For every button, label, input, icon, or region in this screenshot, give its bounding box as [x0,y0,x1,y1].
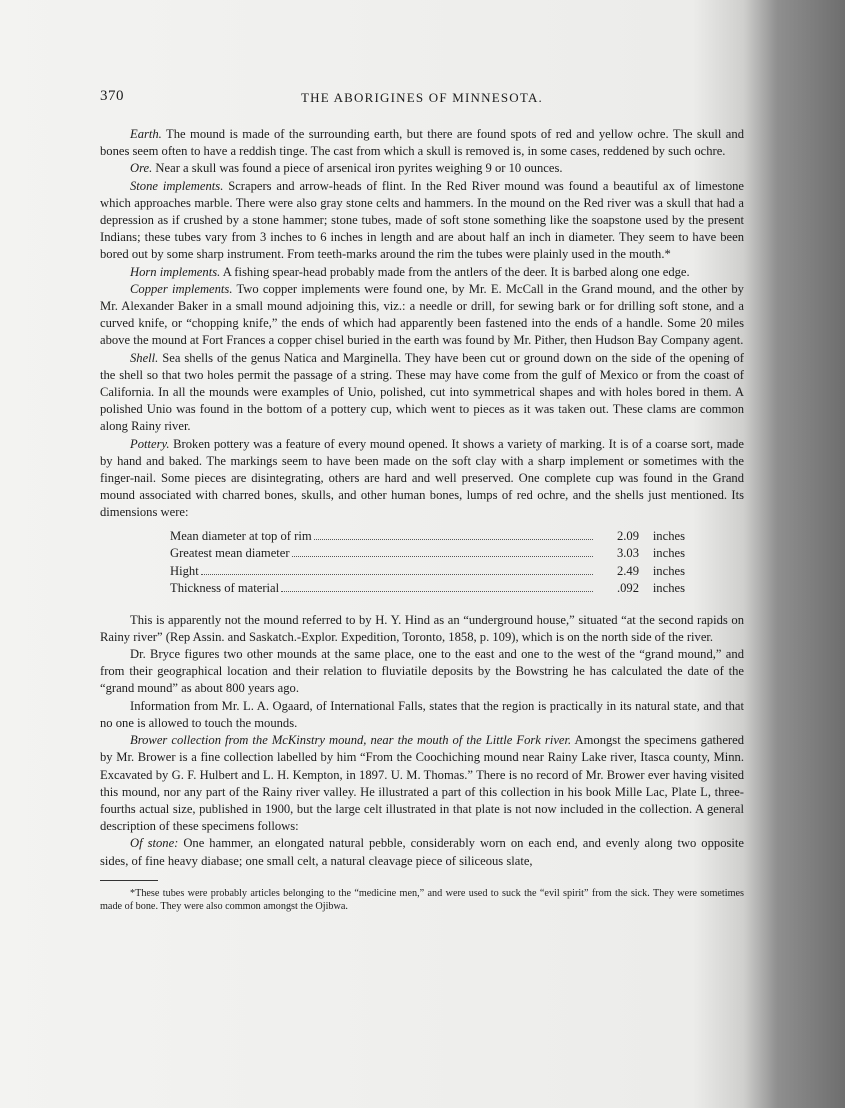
paragraph-text: Scrapers and arrow-heads of flint. In the Red River mound was found a beautiful ax of limestone which approaches marble. There were also gray stone celts and hammers. In the mound on the Red river was a skull that had a depression as if crushed by a stone hammer; stone tubes, made of soft stone something like the soapstone used by the present Indians; these tubes vary from 3 inches to 6 inches in length and are about half an inch in diameter. They seem to have been bored out by some sharp instrument. From teeth-marks around the rim the tubes were plainly used in the mouth.* [100,178,744,262]
measurement-row [170,563,685,581]
measurement-row [170,580,685,598]
body-text [100,126,744,870]
paragraph [100,436,744,522]
measurement-label: Mean diameter at top of rim [170,528,312,543]
page-header [100,88,744,114]
measurement-value: .092 [616,581,639,596]
paragraph-text: Near a skull was found a piece of arsenical iron pyrites weighing 9 or 10 ounces. [152,161,563,176]
measurement-label: Thickness of material [170,581,280,596]
paragraph [100,126,744,160]
page-number: 370 [100,88,124,104]
paragraph [100,612,744,646]
paragraph-text: This is apparently not the mound referred to by H. Y. Hind as an “underground house,” situated “at the second rapids on Rainy river” (Rep Assin. and Saskatch.-Explor. Expedition, Toronto, 1858, p. 109), which is on the north side of the river. [100,612,744,644]
paragraph [100,178,744,264]
leader-dots [281,591,593,592]
paragraph [100,646,744,698]
footnote-rule [100,880,158,881]
paragraph-lead: Ore. [130,161,153,176]
measurement-unit: inches [652,546,685,561]
measurement-value: 3.03 [616,546,639,561]
paragraphs-before [100,126,744,522]
paragraph-text: The mound is made of the surrounding earth, but there are found spots of red and yellow ochre. The skull and bones seem often to have a reddish tinge. The cast from which a skull is removed is, in some cases, reddened by such ochre. [100,127,744,159]
paragraph [100,264,744,281]
paragraph-text: One hammer, an elongated natural pebble, considerably worn on each end, and evenly along two opposite sides, of fine heavy diabase; one small celt, a natural cleavage piece of siliceous slate, [100,836,744,868]
measurement-value: 2.09 [616,528,639,543]
footnote-text: *These tubes were probably articles belonging to the “medicine men,” and were used to suck the “evil spirit” from the sick. They were sometimes made of bone. They were also common amongst the Ojibwa. [100,887,744,912]
paragraph-text: Sea shells of the genus Natica and Marginella. They have been cut or ground down on the side of the opening of the shell so that two holes permit the passage of a string. These may have come from the gulf of Mexico or from the coast of California. In all the mounds were examples of Unio, polished, cut into symmetrical shapes and with holes bored in them. A polished Unio was found in the bottom of a pottery cup, which went to pieces as it was taken out. These clams are common along Rainy river. [100,350,744,434]
page-content [100,88,744,913]
paragraph [100,350,744,436]
paragraph-lead: Pottery. [130,436,170,451]
measurement-unit: inches [652,563,685,578]
paragraph-text: Broken pottery was a feature of every mound opened. It shows a variety of marking. It is of a coarse sort, made by hand and baked. The markings seem to have been made on the soft clay with a sharp implement or sometimes with the finger-nail. Some pieces are disintegrating, others are hard and well preserved. One complete cup was found in the Grand mound associated with charred bones, skulls, and other human bones, lumps of red ochre, and the shells just mentioned. Its dimensions were: [100,436,744,520]
paragraph-text: Amongst the specimens gathered by Mr. Brower is a fine collection labelled by him “From the Coochiching mound near Rainy Lake river, Itasca county, Minn. Excavated by G. F. Hulbert and L. H. Kempton, in 1897. U. M. Thomas.” There is no record of Mr. Brower ever having visited this mound, nor any part of the Rainy river valley. He illustrated a part of this collection in his book Mille Lac, Plate L, three-fourths actual size, published in 1900, but the large celt illustrated in that plate is not now included in the collection. A general description of these specimens follows: [100,733,744,834]
paragraph-text: A fishing spear-head probably made from the antlers of the deer. It is barbed along one edge. [220,264,690,279]
paragraph [100,732,744,835]
paragraph-lead: Brower collection from the McKinstry mound, near the mouth of the Little Fork river. [130,733,572,748]
leader-dots [201,574,593,575]
paragraphs-after [100,612,744,870]
paragraph-lead: Of stone: [130,836,179,851]
measurement-row [170,545,685,563]
measurement-value: 2.49 [616,563,639,578]
paragraph-text: Dr. Bryce figures two other mounds at the same place, one to the east and one to the west of the “grand mound,” and from their geographical location and their relation to fluviatile deposits by the Bowstring he has calculated the date of the “grand mound” as about 800 years ago. [100,647,744,696]
leader-dots [314,539,593,540]
paragraph [100,835,744,869]
paragraph-lead: Copper implements. [130,281,233,296]
paragraph-lead: Stone implements. [130,178,224,193]
paragraph-lead: Shell. [130,350,159,365]
paragraph [100,160,744,177]
paragraph [100,698,744,732]
paragraph [100,281,744,350]
leader-dots [292,556,593,557]
running-head: THE ABORIGINES OF MINNESOTA. [300,90,543,105]
paragraph-lead: Horn implements. [130,264,221,279]
measurement-label: Hight [170,563,199,578]
paragraph-lead: Earth. [130,127,162,141]
measurement-row [170,528,685,546]
footnote [100,887,744,913]
measurements-table [170,528,685,598]
paragraph-text: Information from Mr. L. A. Ogaard, of International Falls, states that the region is practically in its natural state, and that no one is allowed to touch the mounds. [100,698,744,730]
measurement-unit: inches [652,581,685,596]
paragraph-text: Two copper implements were found one, by Mr. E. McCall in the Grand mound, and the other by Mr. Alexander Baker in a small mound adjoining this, viz.: a needle or drill, for sewing bark or for drilling soft stone, and a curved knife, or “chopping knife,” the ends of which had apparently been fastened into the ends of a handle. Some 20 miles above the mound at Fort Frances a copper chisel buried in the earth was found by Mr. Pither, then Hudson Bay Company agent. [100,281,744,348]
measurement-label: Greatest mean diameter [170,546,290,561]
measurement-unit: inches [652,528,685,543]
